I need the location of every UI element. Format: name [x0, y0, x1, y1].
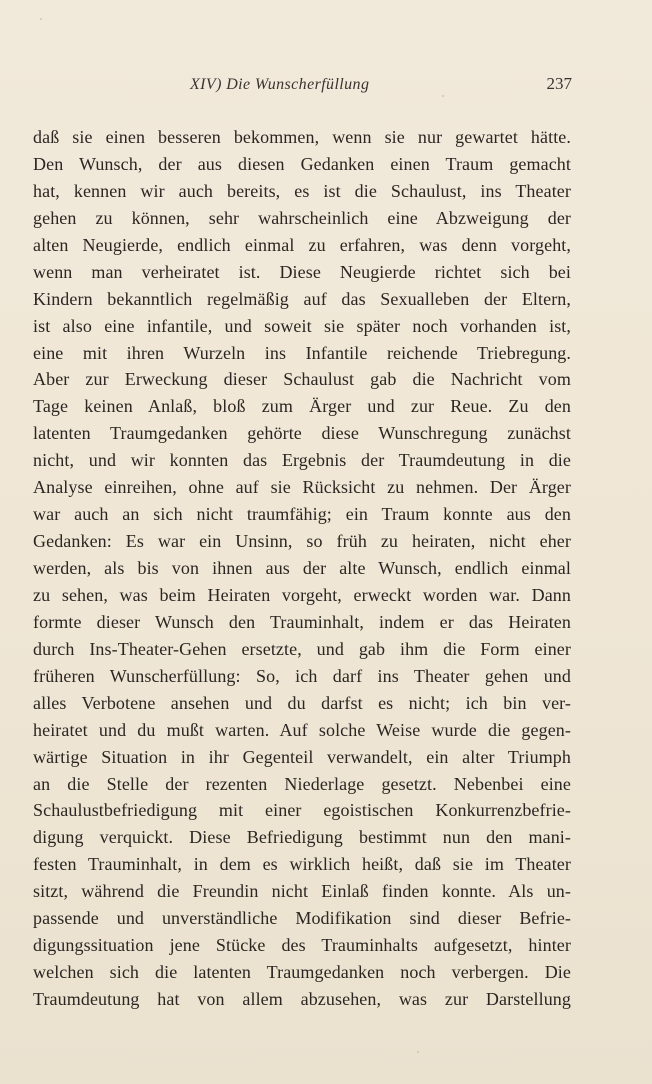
text-line: hat, kennen wir auch bereits, es ist die Schaulust, ins Theater [33, 180, 571, 201]
text-line: wärtige Situation in ihr Gegenteil verwandelt, ein alter Triumph [33, 746, 571, 767]
text-line: digung verquickt. Diese Befriedigung bestimmt nun den mani- [33, 827, 571, 848]
text-line: Tage keinen Anlaß, bloß zum Ärger und zur Reue. Zu den [33, 396, 571, 417]
text-line: zu sehen, was beim Heiraten vorgeht, erweckt worden war. Dann [33, 584, 571, 605]
text-line: eine mit ihren Wurzeln ins Infantile reichende Triebregung. [33, 342, 571, 363]
text-line: alten Neugierde, endlich einmal zu erfahren, was denn vorgeht, [33, 234, 571, 255]
text-line: passende und unverständliche Modifikation sind dieser Befrie- [33, 908, 571, 929]
text-line: früheren Wunscherfüllung: So, ich darf ins Theater gehen und [33, 665, 571, 686]
text-line: an die Stelle der rezenten Niederlage gesetzt. Nebenbei eine [33, 773, 571, 794]
paper-speck [442, 95, 444, 97]
page-header [190, 76, 572, 102]
text-line: sitzt, während die Freundin nicht Einlaß finden konnte. Als un- [33, 881, 571, 902]
text-line: welchen sich die latenten Traumgedanken noch verbergen. Die [33, 962, 571, 983]
text-line: heiratet und du mußt warten. Auf solche Weise wurde die gegen- [33, 719, 571, 740]
text-line: ist also eine infantile, und soweit sie später noch vorhanden ist, [33, 315, 571, 336]
paper-speck [40, 18, 42, 20]
text-line: Analyse einreihen, ohne auf sie Rücksicht zu nehmen. Der Ärger [33, 477, 571, 498]
text-line: werden, als bis von ihnen aus der alte Wunsch, endlich einmal [33, 558, 571, 578]
text-line: alles Verbotene ansehen und du darfst es nicht; ich bin ver- [33, 692, 571, 713]
text-line: digungssituation jene Stücke des Trauminhalts aufgesetzt, hinter [33, 935, 571, 956]
text-line: daß sie einen besseren bekommen, wenn sie nur gewartet hätte. [33, 127, 571, 147]
body-text [33, 124, 571, 1013]
text-line: latenten Traumgedanken gehörte diese Wunschregung zunächst [33, 423, 571, 444]
text-line: wenn man verheiratet ist. Diese Neugierde richtet sich bei [33, 261, 571, 282]
running-head: XIV) Die Wunscherfüllung [190, 76, 370, 93]
text-line: war auch an sich nicht traumfähig; ein Traum konnte aus den [33, 504, 571, 525]
text-line: formte dieser Wunsch den Trauminhalt, indem er das Heiraten [33, 611, 571, 632]
text-line: Gedanken: Es war ein Unsinn, so früh zu heiraten, nicht eher [33, 531, 571, 552]
text-line: Den Wunsch, der aus diesen Gedanken einen Traum gemacht [33, 153, 571, 174]
text-line: festen Trauminhalt, in dem es wirklich heißt, daß sie im Theater [33, 854, 571, 875]
text-line: Kindern bekanntlich regelmäßig auf das Sexualleben der Eltern, [33, 288, 571, 309]
text-line: durch Ins-Theater-Gehen ersetzte, und gab ihm die Form einer [33, 638, 571, 659]
text-line: Traumdeutung hat von allem abzusehen, was zur Darstellung [33, 989, 571, 1009]
page-number: 237 [546, 74, 572, 93]
text-line: Aber zur Erweckung dieser Schaulust gab die Nachricht vom [33, 369, 571, 390]
paper-speck [417, 1051, 419, 1053]
text-line: gehen zu können, sehr wahrscheinlich eine Abzweigung der [33, 207, 571, 228]
text-line: Schaulustbefriedigung mit einer egoistischen Konkurrenzbefrie- [33, 800, 571, 821]
text-line: nicht, und wir konnten das Ergebnis der Traumdeutung in die [33, 450, 571, 471]
